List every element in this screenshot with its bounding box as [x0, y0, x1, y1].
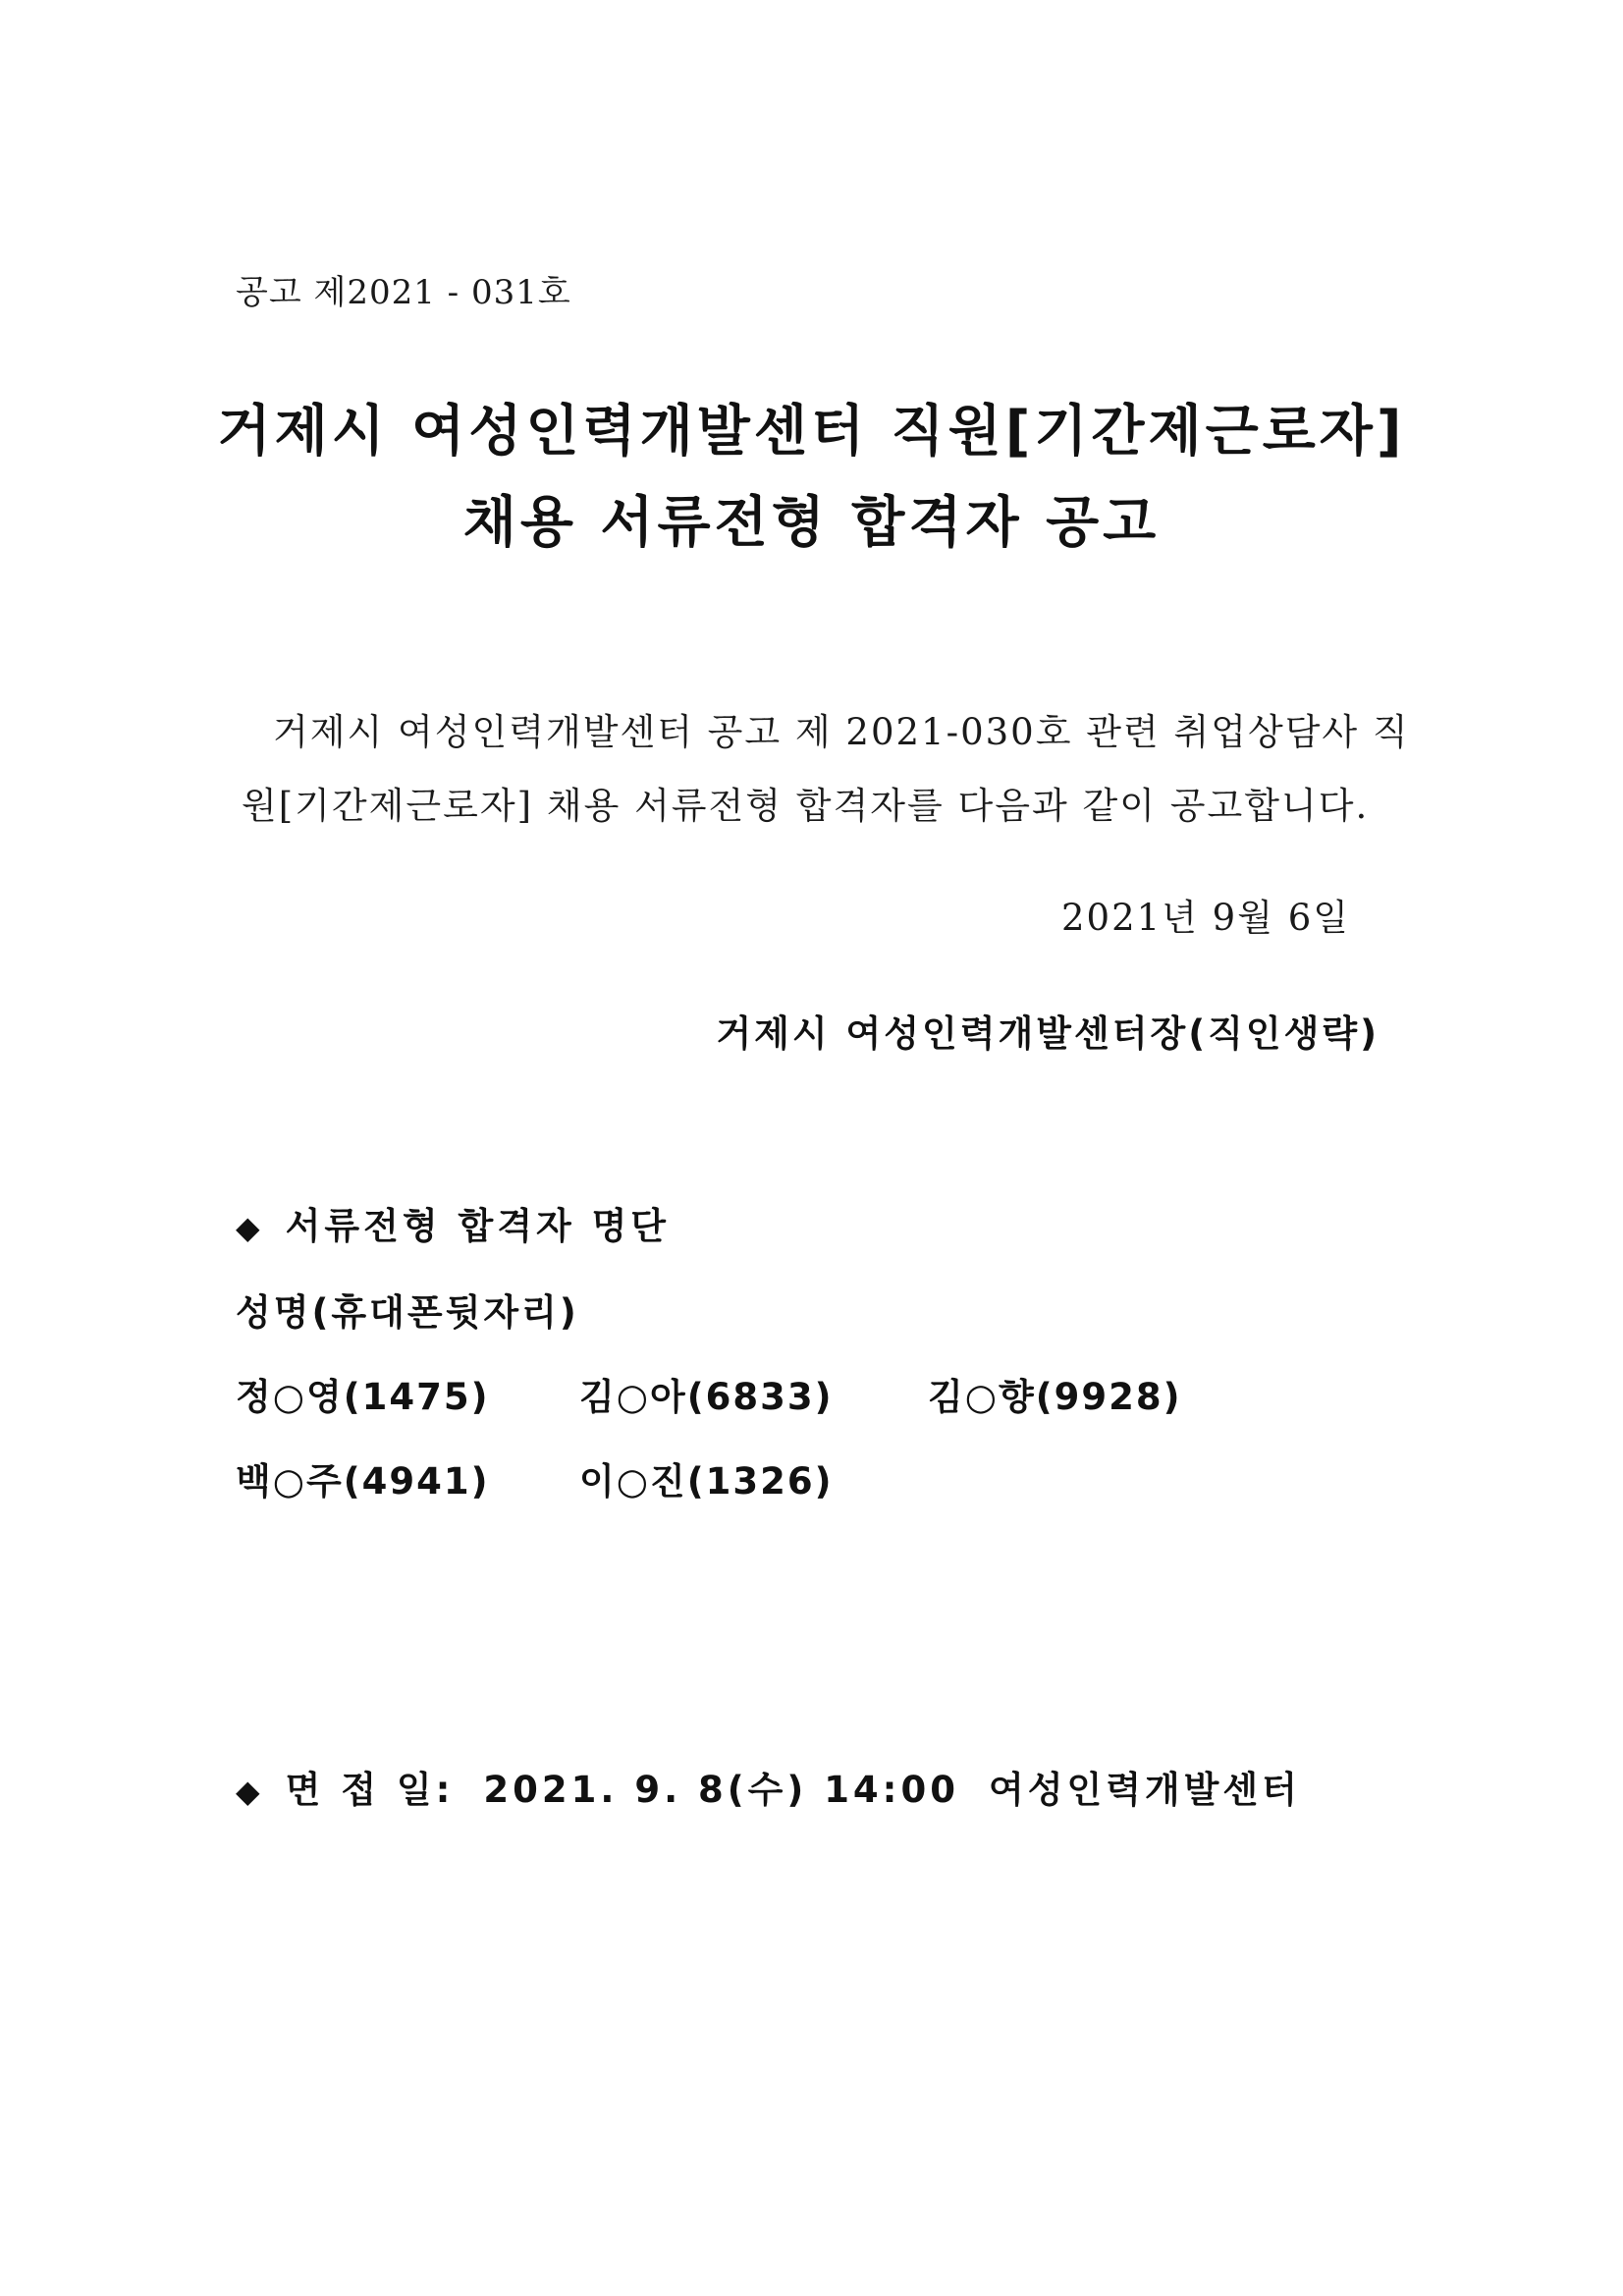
body-paragraph-line-2: 원[기간제근로자] 채용 서류전형 합격자를 다음과 같이 공고합니다.	[242, 785, 1370, 827]
body-paragraph-line-1: 거제시 여성인력개발센터 공고 제 2021-030호 관련 취업상담사 직	[273, 711, 1410, 753]
applicants-column-header: 성명(휴대폰뒷자리)	[236, 1291, 579, 1334]
applicants-heading-text: 서류전형 합격자 명단	[285, 1205, 671, 1247]
diamond-bullet-icon: ◆	[236, 1773, 264, 1810]
applicant-name: 김○아(6833)	[579, 1376, 834, 1418]
applicant-name: 정○영(1475)	[236, 1376, 490, 1418]
applicant-name: 김○향(9928)	[928, 1376, 1182, 1418]
document-title-line-1: 거제시 여성인력개발센터 직원[기간제근로자]	[217, 400, 1406, 464]
interview-place: 여성인력개발센터	[988, 1769, 1301, 1811]
applicant-name: 백○주(4941)	[236, 1460, 490, 1503]
interview-info	[236, 1760, 1301, 1813]
notice-date: 2021년 9월 6일	[1061, 897, 1350, 939]
interview-label: 면 접 일:	[285, 1769, 455, 1811]
issuer-signature: 거제시 여성인력개발센터장(직인생략)	[716, 1012, 1380, 1055]
document-title-line-2: 채용 서류전형 합격자 공고	[462, 491, 1161, 555]
interview-datetime: 2021. 9. 8(수) 14:00	[483, 1769, 959, 1811]
notice-number: 공고 제2021 - 031호	[236, 273, 571, 312]
applicant-name: 이○진(1326)	[579, 1460, 834, 1503]
diamond-bullet-icon: ◆	[236, 1209, 264, 1246]
applicants-section-heading	[236, 1196, 670, 1249]
